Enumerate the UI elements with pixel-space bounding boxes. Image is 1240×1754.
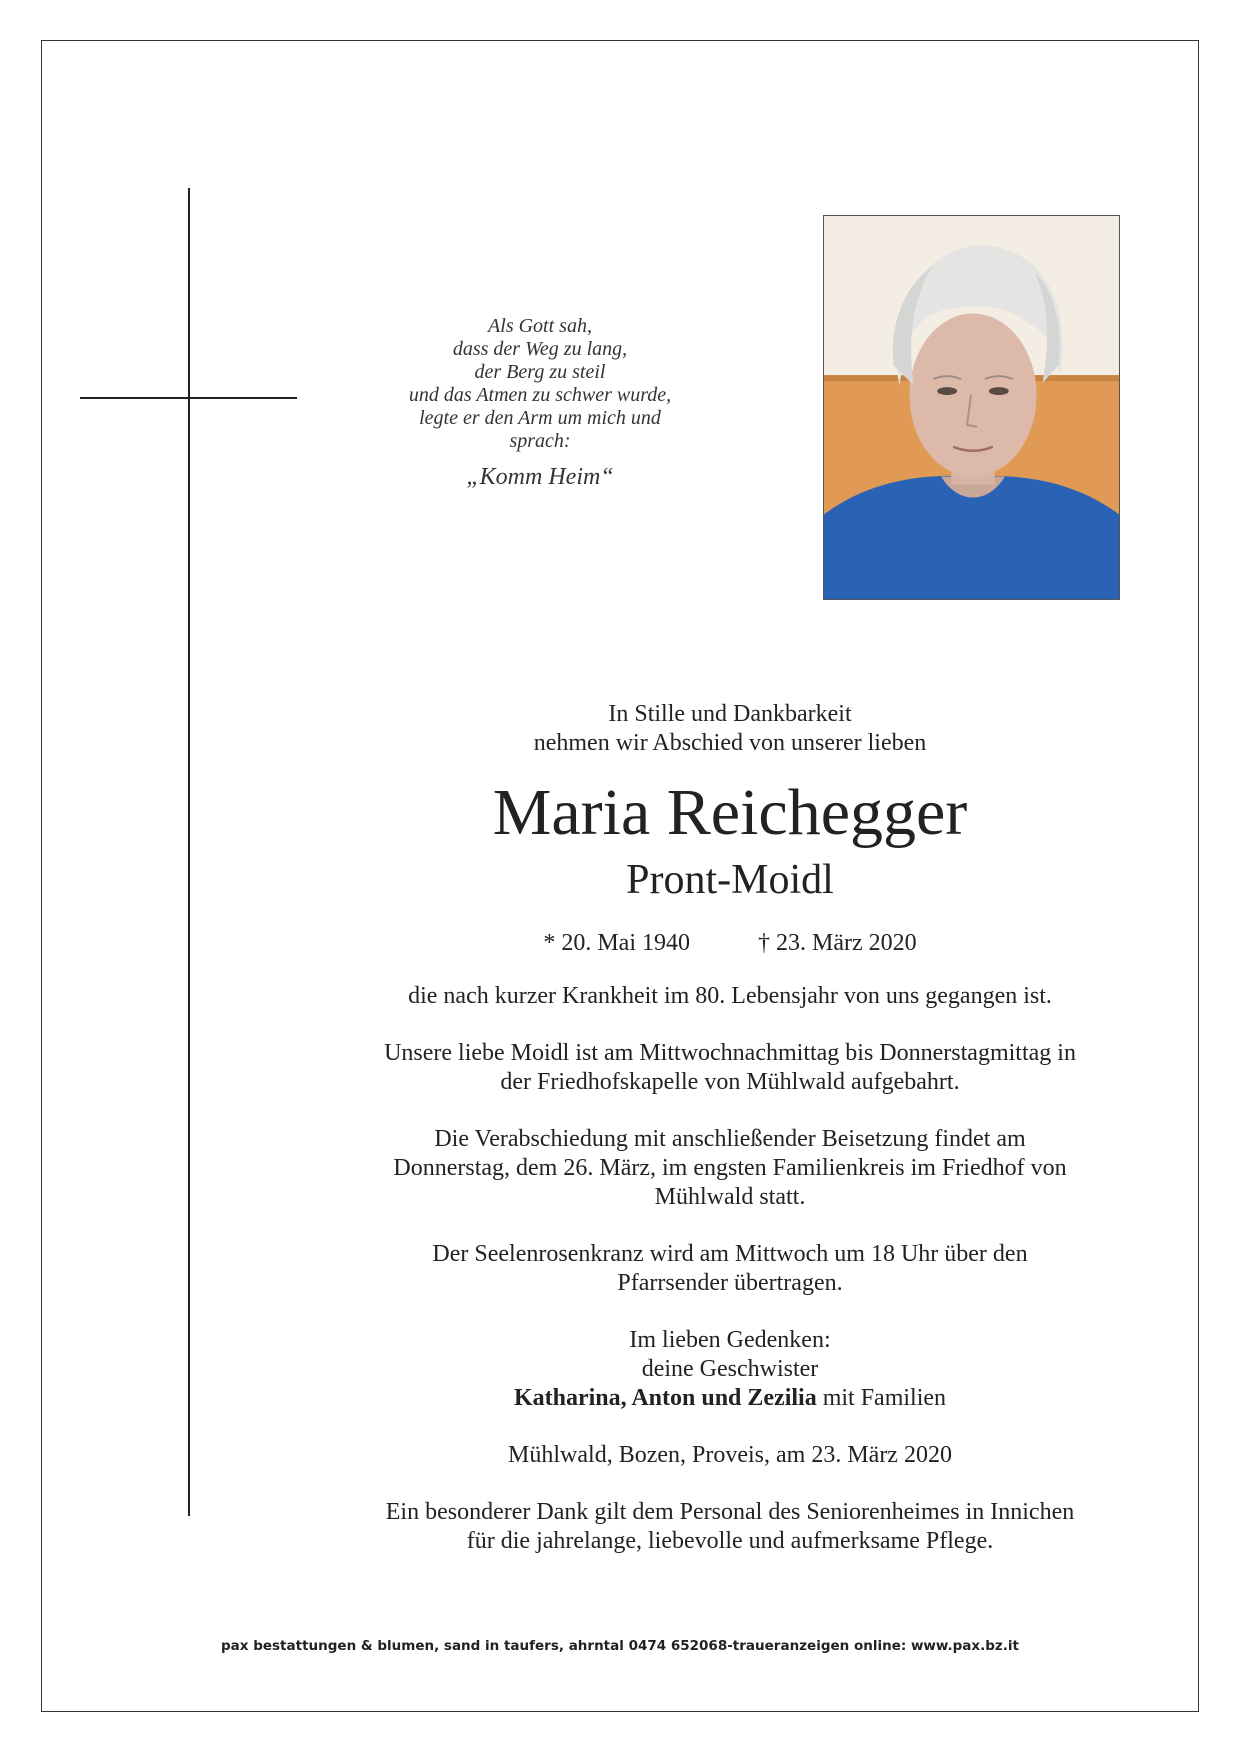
deceased-name: Maria Reichegger — [492, 776, 968, 849]
viewing-line: der Friedhofskapelle von Mühlwald aufgebahrt. — [500, 1069, 960, 1095]
cross-horizontal-bar — [80, 397, 297, 399]
viewing-line: Unsere liebe Moidl ist am Mittwochnachmittag bis Donnerstagmittag in — [384, 1040, 1076, 1066]
deceased-nickname: Pront-Moidl — [626, 857, 834, 903]
thanks-line: Ein besonderer Dank gilt dem Personal des Seniorenheimes in Innichen — [385, 1499, 1075, 1525]
poem-line: Als Gott sah, — [488, 315, 592, 337]
memory-line: Im lieben Gedenken: — [629, 1327, 831, 1353]
birth-date: * 20. Mai 1940 — [543, 930, 691, 956]
place-date: Mühlwald, Bozen, Proveis, am 23. März 2020 — [508, 1442, 952, 1468]
intro-text — [320, 700, 1140, 758]
farewell-line: Die Verabschiedung mit anschließender Beisetzung findet am — [434, 1126, 1026, 1152]
life-dates — [320, 928, 1140, 958]
obituary-body — [320, 700, 1140, 1556]
farewell-line: Mühlwald statt. — [654, 1184, 806, 1210]
poem-line: der Berg zu steil — [474, 361, 606, 383]
death-date: † 23. März 2020 — [758, 930, 917, 956]
footer-imprint: pax bestattungen & blumen, sand in taufers, ahrntal 0474 652068-traueranzeigen online: www.pax.bz.it — [221, 1638, 1019, 1654]
passing-text: die nach kurzer Krankheit im 80. Lebensjahr von uns gegangen ist. — [408, 983, 1052, 1009]
poem-refrain: „Komm Heim“ — [466, 464, 614, 490]
poem-line: sprach: — [509, 430, 571, 452]
mourners-line — [320, 1384, 1140, 1413]
farewell-line: Donnerstag, dem 26. März, im engsten Familienkreis im Friedhof von — [393, 1155, 1067, 1181]
intro-line: nehmen wir Abschied von unserer lieben — [533, 730, 927, 756]
poem-line: und das Atmen zu schwer wurde, — [408, 384, 672, 406]
portrait-photo — [823, 215, 1120, 600]
rosary-line: Der Seelenrosenkranz wird am Mittwoch um 18 Uhr über den — [432, 1241, 1028, 1267]
mourners-suffix: mit Familien — [816, 1385, 947, 1411]
rosary-paragraph — [320, 1240, 1140, 1298]
intro-line: In Stille und Dankbarkeit — [608, 701, 852, 727]
cross-vertical-bar — [188, 188, 190, 1516]
farewell-paragraph — [320, 1125, 1140, 1212]
memory-paragraph — [320, 1326, 1140, 1413]
portrait-illustration — [824, 216, 1119, 599]
rosary-line: Pfarrsender übertragen. — [617, 1270, 843, 1296]
mourners-names: Katharina, Anton und Zezilia — [513, 1385, 817, 1411]
memory-line: deine Geschwister — [641, 1356, 819, 1382]
thanks-paragraph — [320, 1498, 1140, 1556]
thanks-line: für die jahrelange, liebevolle und aufmerksame Pflege. — [466, 1528, 994, 1554]
poem-line: dass der Weg zu lang, — [452, 338, 628, 360]
poem-line: legte er den Arm um mich und — [419, 407, 661, 429]
poem — [370, 315, 710, 491]
viewing-paragraph — [320, 1039, 1140, 1097]
